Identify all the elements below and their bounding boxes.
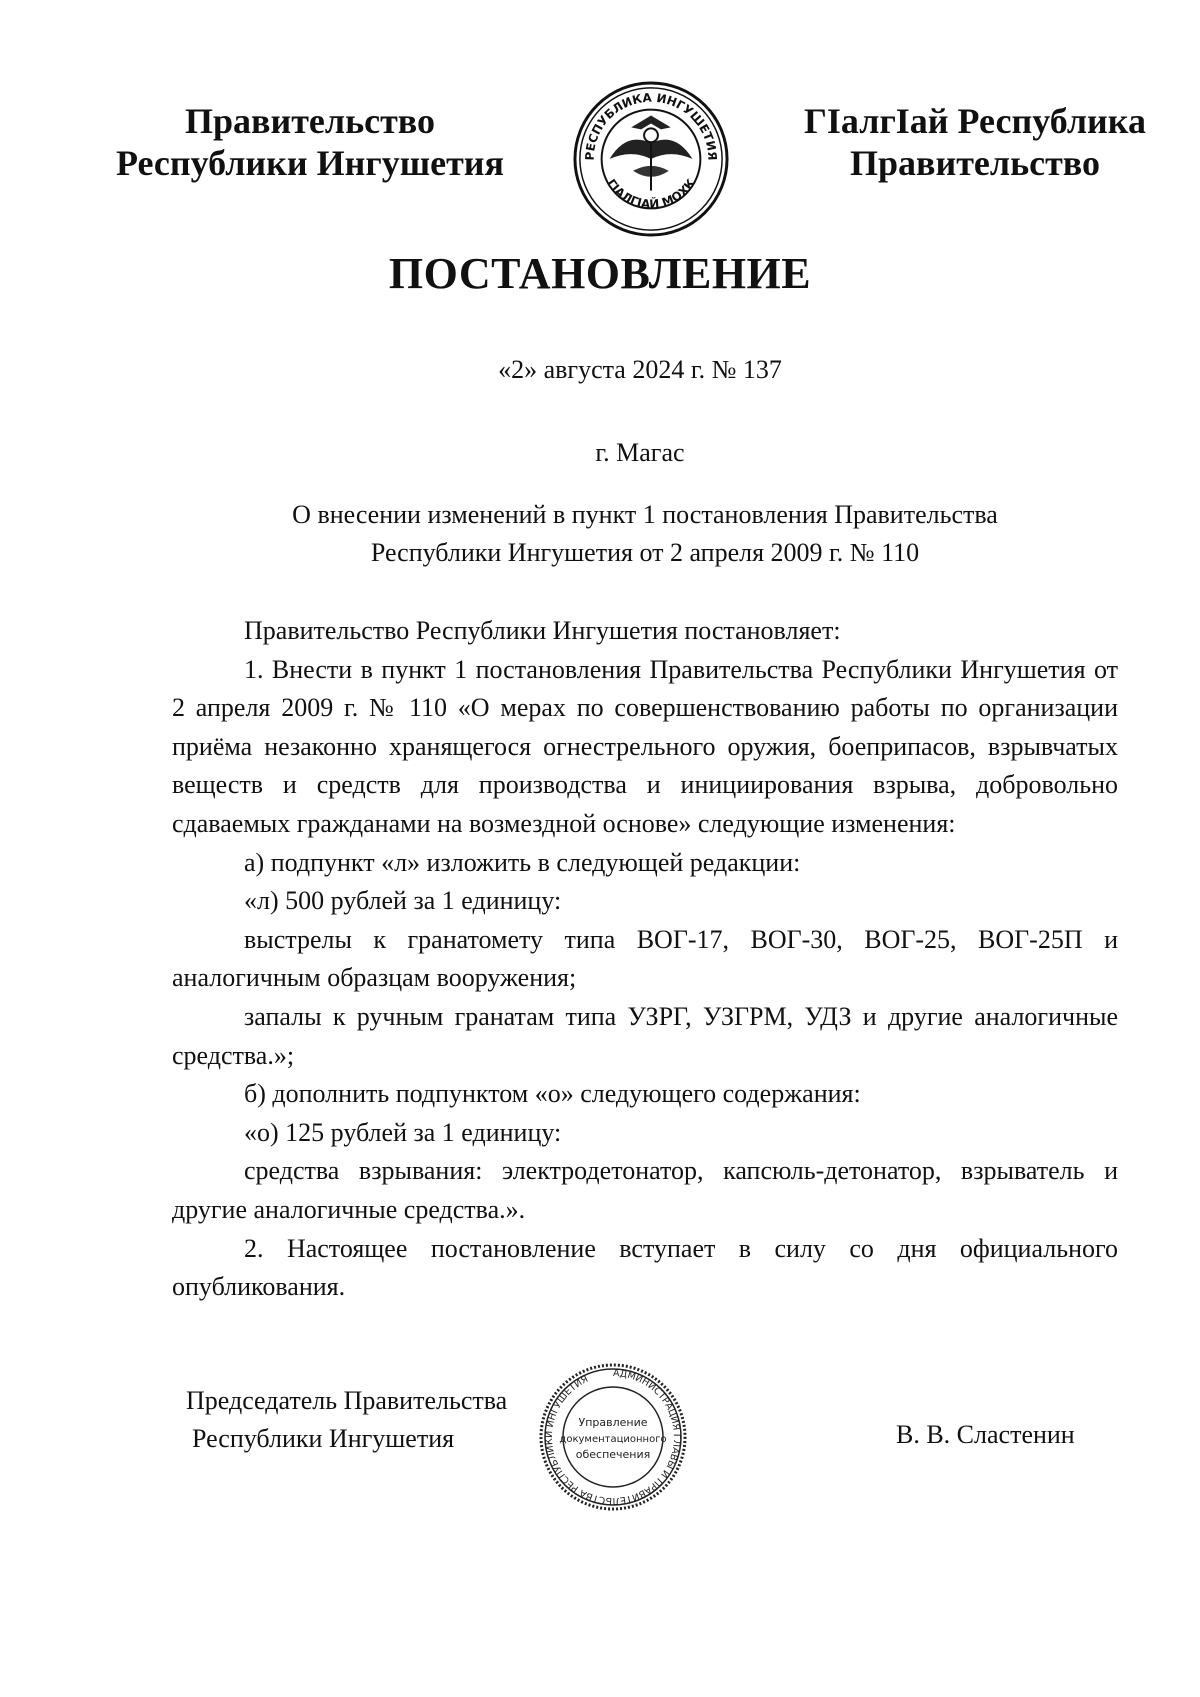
signatory-name: В. В. Сластенин <box>896 1420 1075 1449</box>
stamp-center-line-3: обеспечения <box>575 1448 651 1461</box>
round-seal-stamp <box>538 1362 688 1512</box>
stamp-ring-text: АДМИНИСТРАЦИЯ ГЛАВЫ И ПРАВИТЕЛЬСТВА РЕСПУБЛИКИ ИНГУШЕТИЯ <box>543 1367 682 1507</box>
emblem-ring-bottom: ГIАЛГIАЙ МОХК <box>604 176 698 212</box>
body-paragraph: а) подпункт «л» изложить в следующей редакции: <box>244 847 801 877</box>
body-paragraph: б) дополнить подпунктом «о» следующего содержания: <box>244 1079 861 1109</box>
subject-line-1: О внесении изменений в пункт 1 постановления Правительства <box>292 500 998 529</box>
body-paragraph: выстрелы к гранатомету типа ВОГ-17, ВОГ-30, ВОГ-25, ВОГ-25П и аналогичным образцам вооружения; <box>172 924 1118 993</box>
document-body <box>172 612 1118 1307</box>
document-date-number: «2» августа 2024 г. № 137 <box>498 355 782 384</box>
document-place: г. Магас <box>595 438 685 467</box>
signatory-position-line-1: Председатель Правительства <box>186 1386 508 1415</box>
signatory-position <box>186 1382 507 1458</box>
signatory-position-line-2: Республики Ингушетия <box>192 1424 455 1453</box>
header-right <box>780 100 1170 184</box>
emblem-ring-top: РЕСПУБЛИКА ИНГУШЕТИЯ <box>582 90 720 161</box>
subject-line-2: Республики Ингушетия от 2 апреля 2009 г. № 110 <box>370 538 920 567</box>
body-paragraph: средства взрывания: электродетонатор, капсюль-детонатор, взрыватель и другие аналогичные средства.». <box>172 1156 1118 1224</box>
header-right-line-1: ГIалгIай Республика <box>804 101 1146 141</box>
header-left-line-1: Правительство <box>185 101 435 141</box>
body-paragraph: 1. Внести в пункт 1 постановления Правительства Республики Ингушетия от 2 апреля 2009 г. № 110 «О мерах по совершенствованию работы по организации приёма незаконно хранящегося огнестрельного оружия, боеприпасов, взрывчатых веществ и средств для производства и инициирования взрыва, добровольно сдаваемых гражданами на возмездной основе» следующие изменения: <box>172 654 1118 838</box>
coat-of-arms-emblem <box>572 80 730 238</box>
header-left <box>100 100 520 184</box>
document-title: ПОСТАНОВЛЕНИЕ <box>388 249 812 298</box>
body-paragraph: запалы к ручным гранатам типа УЗРГ, УЗГРМ, УДЗ и другие аналогичные средства.»; <box>172 1001 1118 1070</box>
body-paragraph: «л) 500 рублей за 1 единицу: <box>244 886 562 916</box>
body-paragraph: «о) 125 рублей за 1 единицу: <box>244 1117 562 1147</box>
body-paragraph: Правительство Республики Ингушетия постановляет: <box>244 616 841 645</box>
header-left-line-2: Республики Ингушетия <box>115 143 505 183</box>
body-paragraph: 2. Настоящее постановление вступает в силу со дня официального опубликования. <box>172 1233 1118 1302</box>
document-subject <box>170 496 1120 572</box>
stamp-center-line-2: документационного <box>559 1434 667 1445</box>
header-right-line-2: Правительство <box>850 143 1100 183</box>
stamp-center-line-1: Управление <box>578 1416 648 1429</box>
